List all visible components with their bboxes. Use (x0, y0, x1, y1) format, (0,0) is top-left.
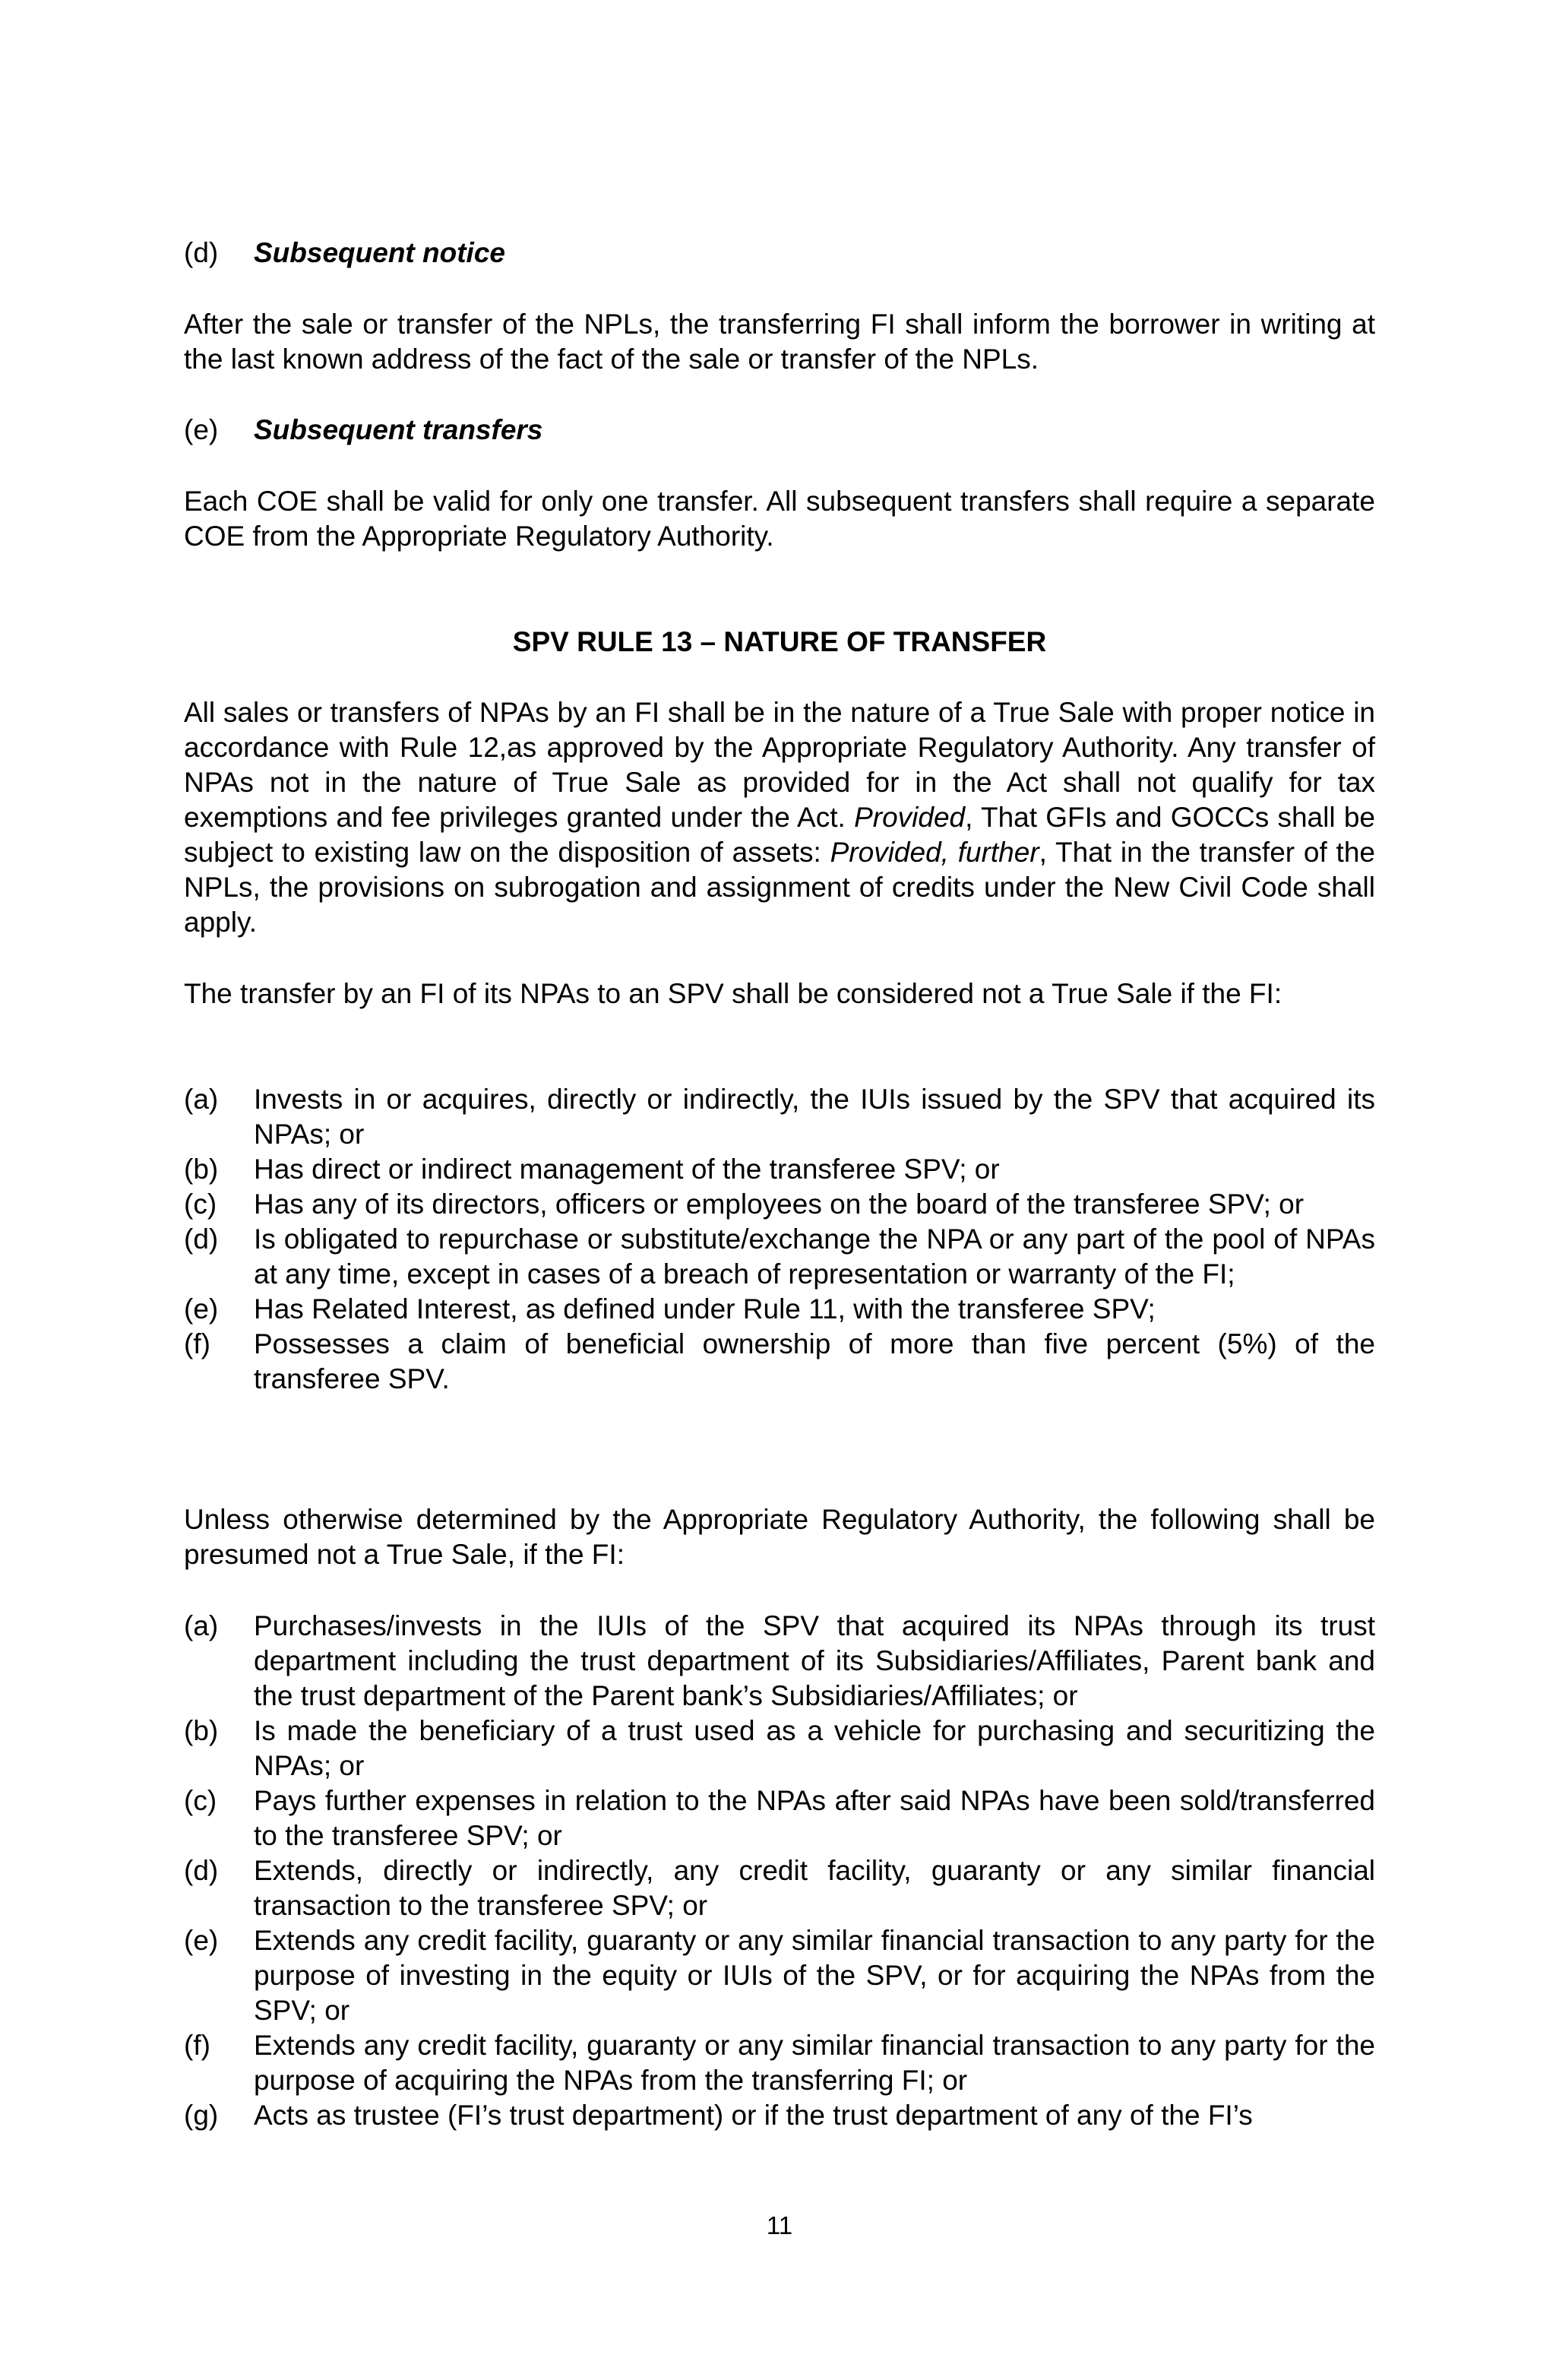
rule-title: SPV RULE 13 – NATURE OF TRANSFER (512, 626, 1047, 657)
list-marker: (a) (184, 1084, 219, 1115)
list-item-text: Has any of its directors, officers or employees on the board of the transferee SPV; or (254, 1188, 1305, 1220)
presumed-not-true-sale-list (184, 1609, 1375, 2133)
presumed-not-true-sale-list-item (184, 1609, 1375, 1714)
list-item-text: Extends, directly or indirectly, any credit facility, guaranty or any similar financial transaction to the transferee SPV; or (254, 1855, 1375, 1921)
list-marker: (d) (184, 1855, 219, 1886)
list-marker: (e) (184, 1293, 219, 1325)
provided-term: Provided (854, 802, 966, 833)
not-true-sale-list-item (184, 1082, 1375, 1152)
not-true-sale-list-item (184, 1222, 1375, 1292)
list-marker: (d) (184, 1223, 219, 1255)
list-item-text: Possesses a claim of beneficial ownership of more than five percent (5%) of the transferee SPV. (254, 1328, 1375, 1394)
presumed-not-true-sale-list-item (184, 2098, 1375, 2133)
list-marker: (c) (184, 1188, 217, 1220)
section-d-letter: (d) (184, 237, 219, 268)
rule-paragraph-3: Unless otherwise determined by the Appropriate Regulatory Authority, the following shall be presumed not a True Sale, if the FI: (184, 1504, 1375, 1570)
document-page (184, 0, 1375, 2380)
list-item-text: Extends any credit facility, guaranty or any similar financial transaction to any party for the purpose of investing in the equity or IUIs of the SPV, or for acquiring the NPAs from the SPV; or (254, 1925, 1375, 2026)
not-true-sale-list-item (184, 1187, 1375, 1222)
section-d-title: Subsequent notice (254, 237, 505, 268)
list-item-text: Is made the beneficiary of a trust used as a vehicle for purchasing and securitizing the NPAs; or (254, 1715, 1375, 1781)
presumed-not-true-sale-list-item (184, 1714, 1375, 1783)
rule-paragraph-1-part-b: , That GFIs and GOCCs shall be subject to existing law on the disposition of assets: (184, 802, 1375, 868)
list-item-text: Has Related Interest, as defined under Rule 11, with the transferee SPV; (254, 1293, 1156, 1325)
list-item-text: Is obligated to repurchase or substitute/exchange the NPA or any part of the pool of NPAs at any time, except in cases of a breach of representation or warranty of the FI; (254, 1223, 1375, 1290)
section-e-body: Each COE shall be valid for only one transfer. All subsequent transfers shall require a separate COE from the Appropriate Regulatory Authority. (184, 486, 1375, 552)
list-marker: (f) (184, 1328, 210, 1359)
section-e-heading (184, 413, 542, 448)
rule-paragraph-1-part-c: , That in the transfer of the NPLs, the provisions on subrogation and assignment of credits under the New Civil Code shall apply. (184, 837, 1375, 938)
presumed-not-true-sale-list-item (184, 1853, 1375, 1923)
page-number: 11 (766, 2211, 793, 2239)
section-e-title: Subsequent transfers (254, 414, 543, 445)
presumed-not-true-sale-list-item (184, 1783, 1375, 1853)
rule-paragraph-1 (184, 695, 1375, 940)
list-marker: (f) (184, 2030, 210, 2061)
list-item-text: Acts as trustee (FI’s trust department) or if the trust department of any of the FI’s (254, 2100, 1253, 2131)
list-marker: (g) (184, 2100, 219, 2131)
rule-paragraph-2: The transfer by an FI of its NPAs to an SPV shall be considered not a True Sale if the FI: (184, 978, 1282, 1009)
list-item-text: Pays further expenses in relation to the NPAs after said NPAs have been sold/transferred to the transferee SPV; or (254, 1785, 1375, 1851)
presumed-not-true-sale-list-item (184, 1923, 1375, 2028)
section-d-heading (184, 236, 505, 271)
list-item-text: Has direct or indirect management of the transferee SPV; or (254, 1154, 1000, 1185)
list-marker: (c) (184, 1785, 217, 1816)
not-true-sale-list (184, 1082, 1375, 1397)
list-marker: (a) (184, 1610, 219, 1641)
not-true-sale-list-item (184, 1152, 1375, 1187)
presumed-not-true-sale-list-item (184, 2028, 1375, 2098)
list-marker: (e) (184, 1925, 219, 1956)
not-true-sale-list-item (184, 1292, 1375, 1327)
rule-paragraph-1-part-a: All sales or transfers of NPAs by an FI shall be in the nature of a True Sale with proper notice in accordance with Rule 12,as approved by the Appropriate Regulatory Authority. Any transfer of NPAs not in the nature of True Sale as provided for in the Act shall not qualify for tax exemptions and fee privileges granted under the Act. (184, 697, 1375, 833)
list-marker: (b) (184, 1715, 219, 1746)
list-item-text: Invests in or acquires, directly or indirectly, the IUIs issued by the SPV that acquired its NPAs; or (254, 1084, 1375, 1150)
not-true-sale-list-item (184, 1327, 1375, 1397)
list-item-text: Extends any credit facility, guaranty or any similar financial transaction to any party for the purpose of acquiring the NPAs from the transferring FI; or (254, 2030, 1375, 2096)
provided-further-term: Provided, further (830, 837, 1039, 868)
list-item-text: Purchases/invests in the IUIs of the SPV that acquired its NPAs through its trust department including the trust department of its Subsidiaries/Affiliates, Parent bank and the trust department of the Parent bank’s Subsidiaries/Affiliates; or (254, 1610, 1375, 1711)
list-marker: (b) (184, 1154, 219, 1185)
section-e-letter: (e) (184, 414, 219, 445)
section-d-body: After the sale or transfer of the NPLs, the transferring FI shall inform the borrower in writing at the last known address of the fact of the sale or transfer of the NPLs. (184, 309, 1375, 375)
